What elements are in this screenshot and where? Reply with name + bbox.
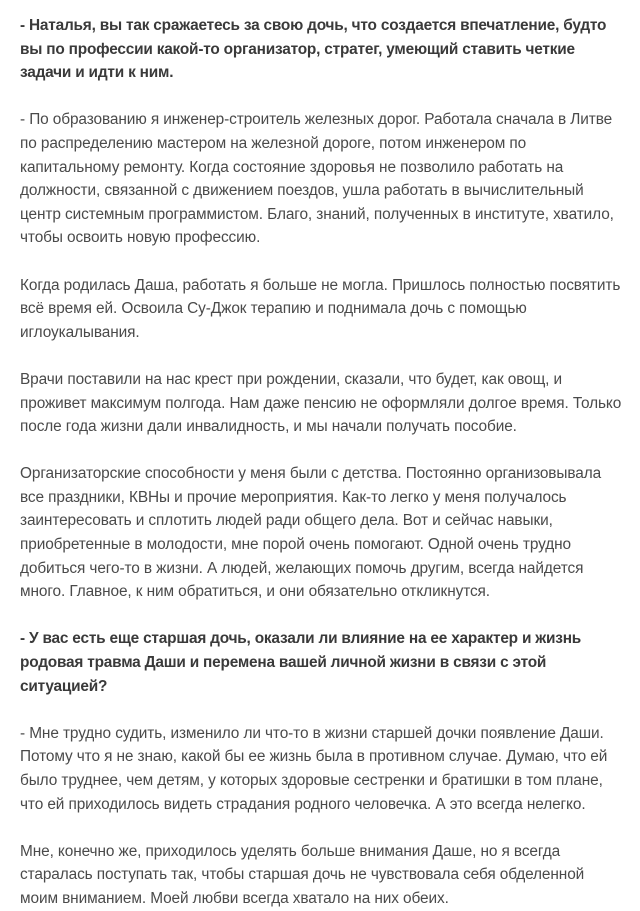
interview-answer-paragraph: Врачи поставили на нас крест при рождении, сказали, что будет, как овощ, и проживет максимум полгода. Нам даже пенсию не оформляли долгое время. Только после года жизни дали инвалидность, и мы начали получать пособие. [20,370,622,436]
interview-answer-paragraph: Мне, конечно же, приходилось уделять больше внимания Даше, но я всегда старалась поступать так, чтобы старшая дочь не чувствовала себя обделенной моим вниманием. Моей любви всегда хватало на них обеих. [20,842,585,907]
interview-answer-paragraph: Организаторские способности у меня были с детства. Постоянно организовывала все праздники, КВНы и прочие мероприятия. Как-то легко у меня получалось заинтересовать и сплотить людей ради общего дела. Вот и сейчас навыки, приобретенные в молодости, мне порой очень помогают. Одной очень трудно добиться чего-то в жизни. А людей, желающих помочь другим, всегда найдется много. Главное, к ним обратиться, и они обязательно откликнутся. [20,465,602,601]
interview-answer-paragraph: - По образованию я инженер-строитель железных дорог. Работала сначала в Литве по распределению мастером на железной дороге, потом инженером по капитальному ремонту. Когда состояние здоровья не позволило работать на должности, связанной с движением поездов, ушла работать в вычислительный центр системным программистом. Благо, знаний, полученных в институте, хватило, чтобы освоить новую профессию. [20,111,614,247]
interview-answer-paragraph: - Мне трудно судить, изменило ли что-то в жизни старшей дочки появление Даши. Потому что я не знаю, какой бы ее жизнь была в противном случае. Думаю, что ей было труднее, чем детям, у которых здоровые сестренки и братишки в том плане, что ей приходилось видеть страдания родного человечка. А это всегда нелегко. [20,724,608,813]
interview-question-2: - У вас есть еще старшая дочь, оказали ли влияние на ее характер и жизнь родовая травма Даши и перемена вашей личной жизни в связи с этой ситуацией? [20,630,582,695]
interview-answer-paragraph: Когда родилась Даша, работать я больше не могла. Пришлось полностью посвятить всё время ей. Освоила Су-Джок терапию и поднимала дочь с помощью иглоукалывания. [20,276,621,341]
interview-question-1: - Наталья, вы так сражаетесь за свою дочь, что создается впечатление, будто вы по профессии какой-то организатор, стратег, умеющий ставить четкие задачи и идти к ним. [20,17,607,82]
